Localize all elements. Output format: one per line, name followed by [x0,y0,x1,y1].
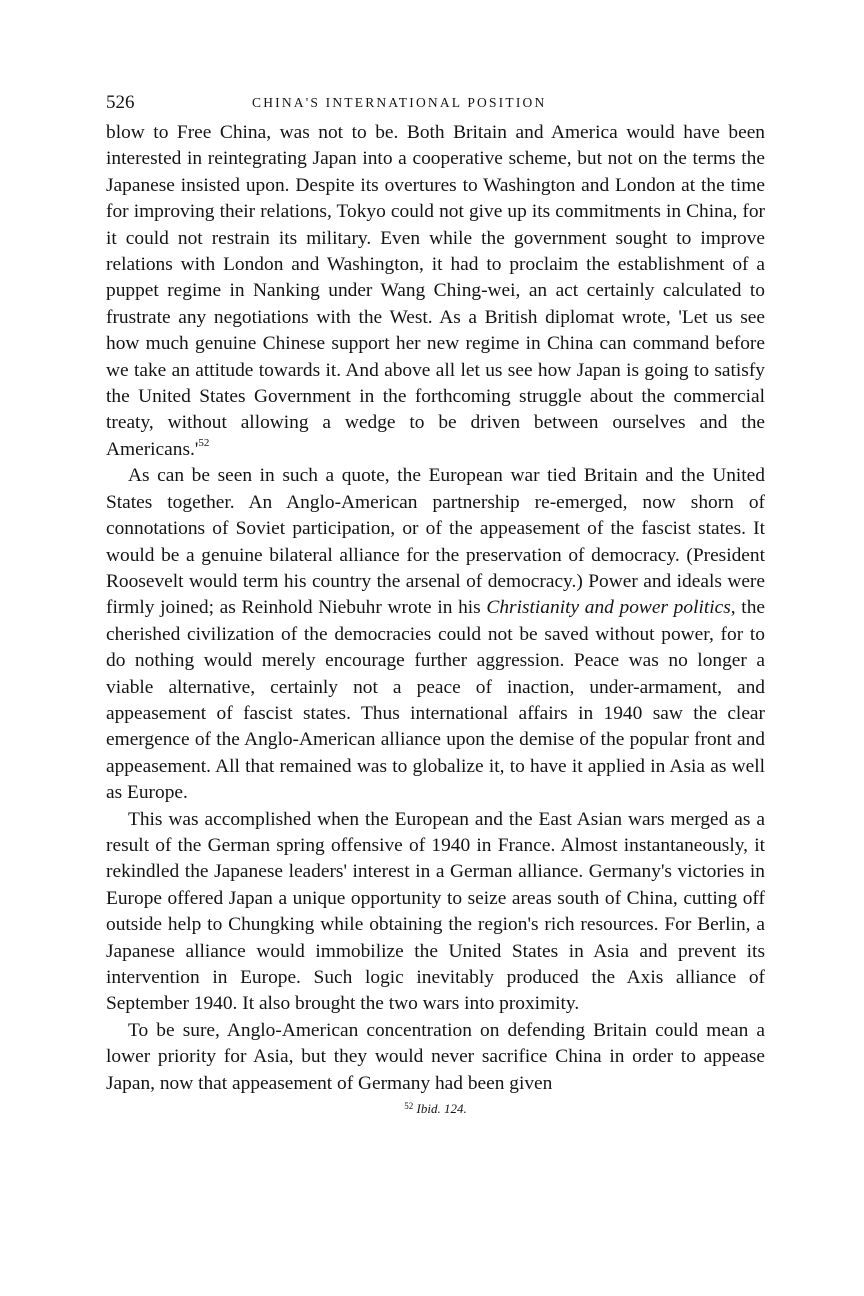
paragraph-4: To be sure, Anglo-American concentration on defending Britain could mean a lower priority for Asia, but they would never sacrifice China in order to appease Japan, now that appeasement of Germany had been given [106,1019,765,1094]
book-page [106,88,765,1118]
footnote-reference: 52 [198,436,210,449]
paragraph-2-text-end: , the cherished civilization of the democracies could not be saved without power, for to do nothing would merely encourage further aggression. Peace was no longer a viable alternative, certainly not a peace of inaction, under-armament, and appeasement of fascist states. Thus international affairs in 1940 saw the clear emergence of the Anglo-American alliance upon the demise of the popular front and appeasement. All that remained was to globalize it, to have it applied in Asia as well as Europe. [106,597,765,804]
page-number: 526 [106,92,135,113]
book-title: Christianity and power politics [486,597,731,619]
running-head [106,88,765,118]
paragraph-3: This was accomplished when the European and the East Asian wars merged as a result of the German spring offensive of 1940 in France. Almost instantaneously, it rekindled the Japanese leaders' interest in a German alliance. Germany's victories in Europe offered Japan a unique opportunity to seize areas south of China, cutting off outside help to Chungking while obtaining the region's rich resources. For Berlin, a Japanese alliance would immobilize the United States in Asia and prevent its intervention in Europe. Such logic inevitably produced the Axis alliance of September 1940. It also brought the two wars into proximity. [106,808,765,1015]
paragraph-2-text-start: As can be seen in such a quote, the European war tied Britain and the United States together. An Anglo-American partnership re-emerged, now shorn of connotations of Soviet participation, or of the appeasement of the fascist states. It would be a genuine bilateral alliance for the preservation of democracy. (President Roosevelt would term his country the arsenal of democracy.) Power and ideals were firmly joined; as Reinhold Niebuhr wrote in his [106,465,765,619]
paragraph-1-text: blow to Free China, was not to be. Both Britain and America would have been interested in reintegrating Japan into a cooperative scheme, but not on the terms the Japanese insisted upon. Despite its overtures to Washington and London at the time for improving their relations, Tokyo could not give up its commitments in China, for it could not restrain its military. Even while the government sought to improve relations with London and Washington, it had to proclaim the establishment of a puppet regime in Nanking under Wang Ching-wei, an act certainly calculated to frustrate any negotiations with the West. As a British diplomat wrote, 'Let us see how much genuine Chinese support her new regime in China can command before we take an attitude towards it. And above all let us see how Japan is going to satisfy the United States Government in the forthcoming struggle about the commercial treaty, without allowing a wedge to be driven between ourselves and the Americans.' [106,122,765,460]
footnote-number: 52 [404,1101,414,1112]
footnote [106,1100,765,1118]
footnote-text: Ibid. 124. [416,1101,467,1117]
paragraph-1 [106,120,765,463]
running-title: CHINA'S INTERNATIONAL POSITION [252,95,547,110]
body-text [106,120,765,1097]
paragraph-2 [106,463,765,806]
